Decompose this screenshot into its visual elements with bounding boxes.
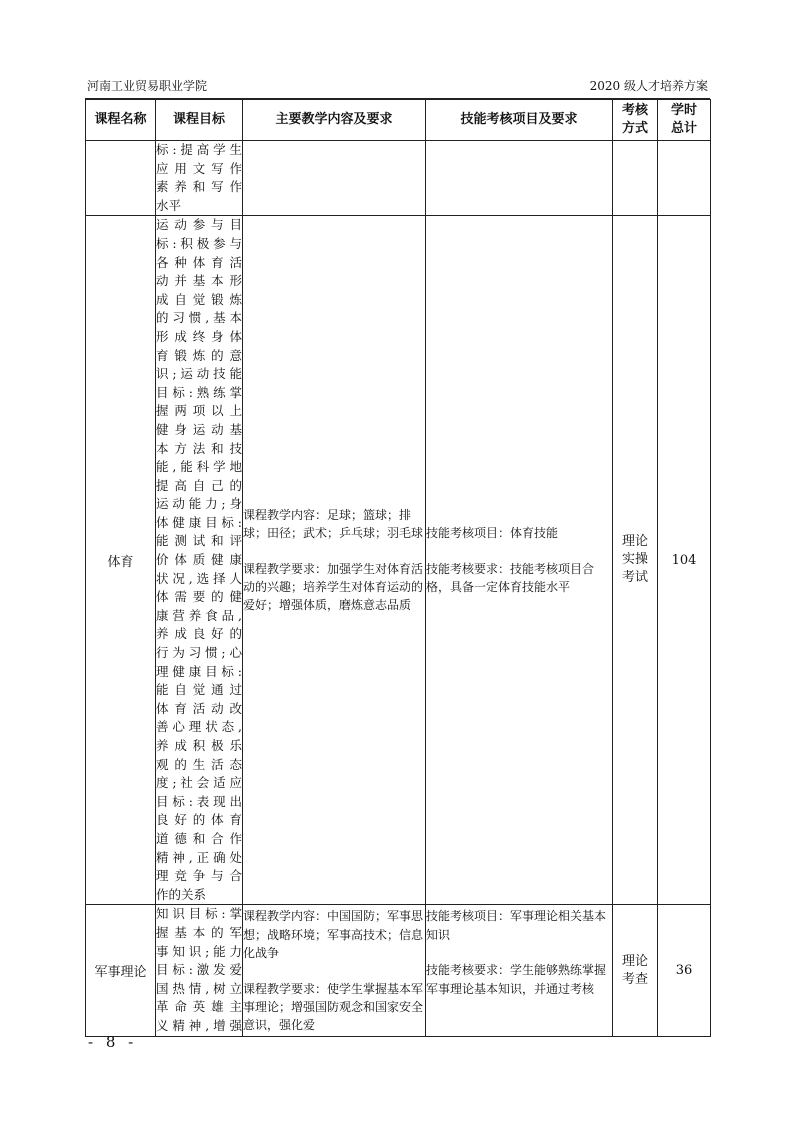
skills-cell	[426, 216, 613, 905]
page-header	[85, 78, 710, 99]
course-name-cell: 军事理论	[86, 905, 156, 1037]
skills-paragraph: 技能考核项目：体育技能	[426, 526, 559, 541]
course-goal-cell: 运动参与目 标:积极参与 各种体育活 动并基本形 成自觉锻炼 的习惯,基本 形成终身体 育锻炼的意 识;运动技能 目标:熟练掌 握两项以上 健身运动基 本方法和技 能,能科学地 提高自己的 运动能力;身 体健康目标: 能测试和评 价体质健康 状况,选择人 体需要的健 康营养食品, 养成良好的 行为习惯;心 理健康目标: 能自觉通过 体育活动改 善心理状态, 养成积极乐 观的生活态 度;社会适应 目标:表现出 良好的体育 道德和合作 精神,正确处 理竞争与合 作的关系	[156, 216, 243, 905]
skills-paragraph: 技能考核要求：学生能够熟练掌握军事理论基本知识，并通过考核	[426, 963, 607, 996]
hours-cell: 36	[658, 905, 711, 1037]
skills-cell	[426, 141, 613, 216]
content-paragraph: 课程教学要求：使学生掌握基本军事理论；增强国防观念和国家安全意识，强化爱	[243, 981, 424, 1033]
table-row	[86, 216, 711, 905]
col-header-course-goal: 课程目标	[156, 100, 243, 141]
document-title: 2020 级人才培养方案	[589, 79, 708, 93]
content-cell	[243, 905, 426, 1037]
table-row	[86, 141, 711, 216]
content-cell	[243, 216, 426, 905]
content-paragraph: 课程教学要求：加强学生对体育活动的兴趣；培养学生对体育运动的爱好；增强体质，磨炼意志品质	[243, 561, 424, 613]
table-header-row	[86, 100, 711, 141]
course-goal-cell: 标:提高学生 应用文写作 素养和写作 水平	[156, 141, 243, 216]
method-cell: 理论 考查	[613, 905, 658, 1037]
table-row	[86, 905, 711, 1037]
col-header-content: 主要教学内容及要求	[243, 100, 426, 141]
course-name-cell: 体育	[86, 216, 156, 905]
curriculum-table	[85, 99, 711, 1037]
course-goal-cell: 知识目标:掌 握基本的军 事知识;能力 目标:激发爱 国热情,树立 革命英雄主 义精神,增强	[156, 905, 243, 1037]
hours-cell	[658, 141, 711, 216]
col-header-method: 考核 方式	[613, 100, 658, 141]
method-cell	[613, 141, 658, 216]
page-number: - 8 -	[88, 1033, 138, 1051]
content-paragraph: 课程教学内容：中国国防；军事思想；战略环境；军事高技术；信息化战争	[243, 909, 424, 961]
col-header-skills: 技能考核项目及要求	[426, 100, 613, 141]
course-name-cell	[86, 141, 156, 216]
col-header-course-name: 课程名称	[86, 100, 156, 141]
content-cell	[243, 141, 426, 216]
col-header-hours: 学时 总计	[658, 100, 711, 141]
school-name: 河南工业贸易职业学院	[87, 79, 208, 93]
skills-cell	[426, 905, 613, 1037]
skills-paragraph: 技能考核要求：技能考核项目合格，具备一定体育技能水平	[426, 561, 595, 595]
hours-cell: 104	[658, 216, 711, 905]
method-cell: 理论 实操 考试	[613, 216, 658, 905]
content-paragraph: 课程教学内容：足球；篮球；排球；田径；武术；乒乓球；羽毛球	[243, 507, 424, 541]
skills-paragraph: 技能考核项目：军事理论相关基本知识	[426, 909, 607, 942]
